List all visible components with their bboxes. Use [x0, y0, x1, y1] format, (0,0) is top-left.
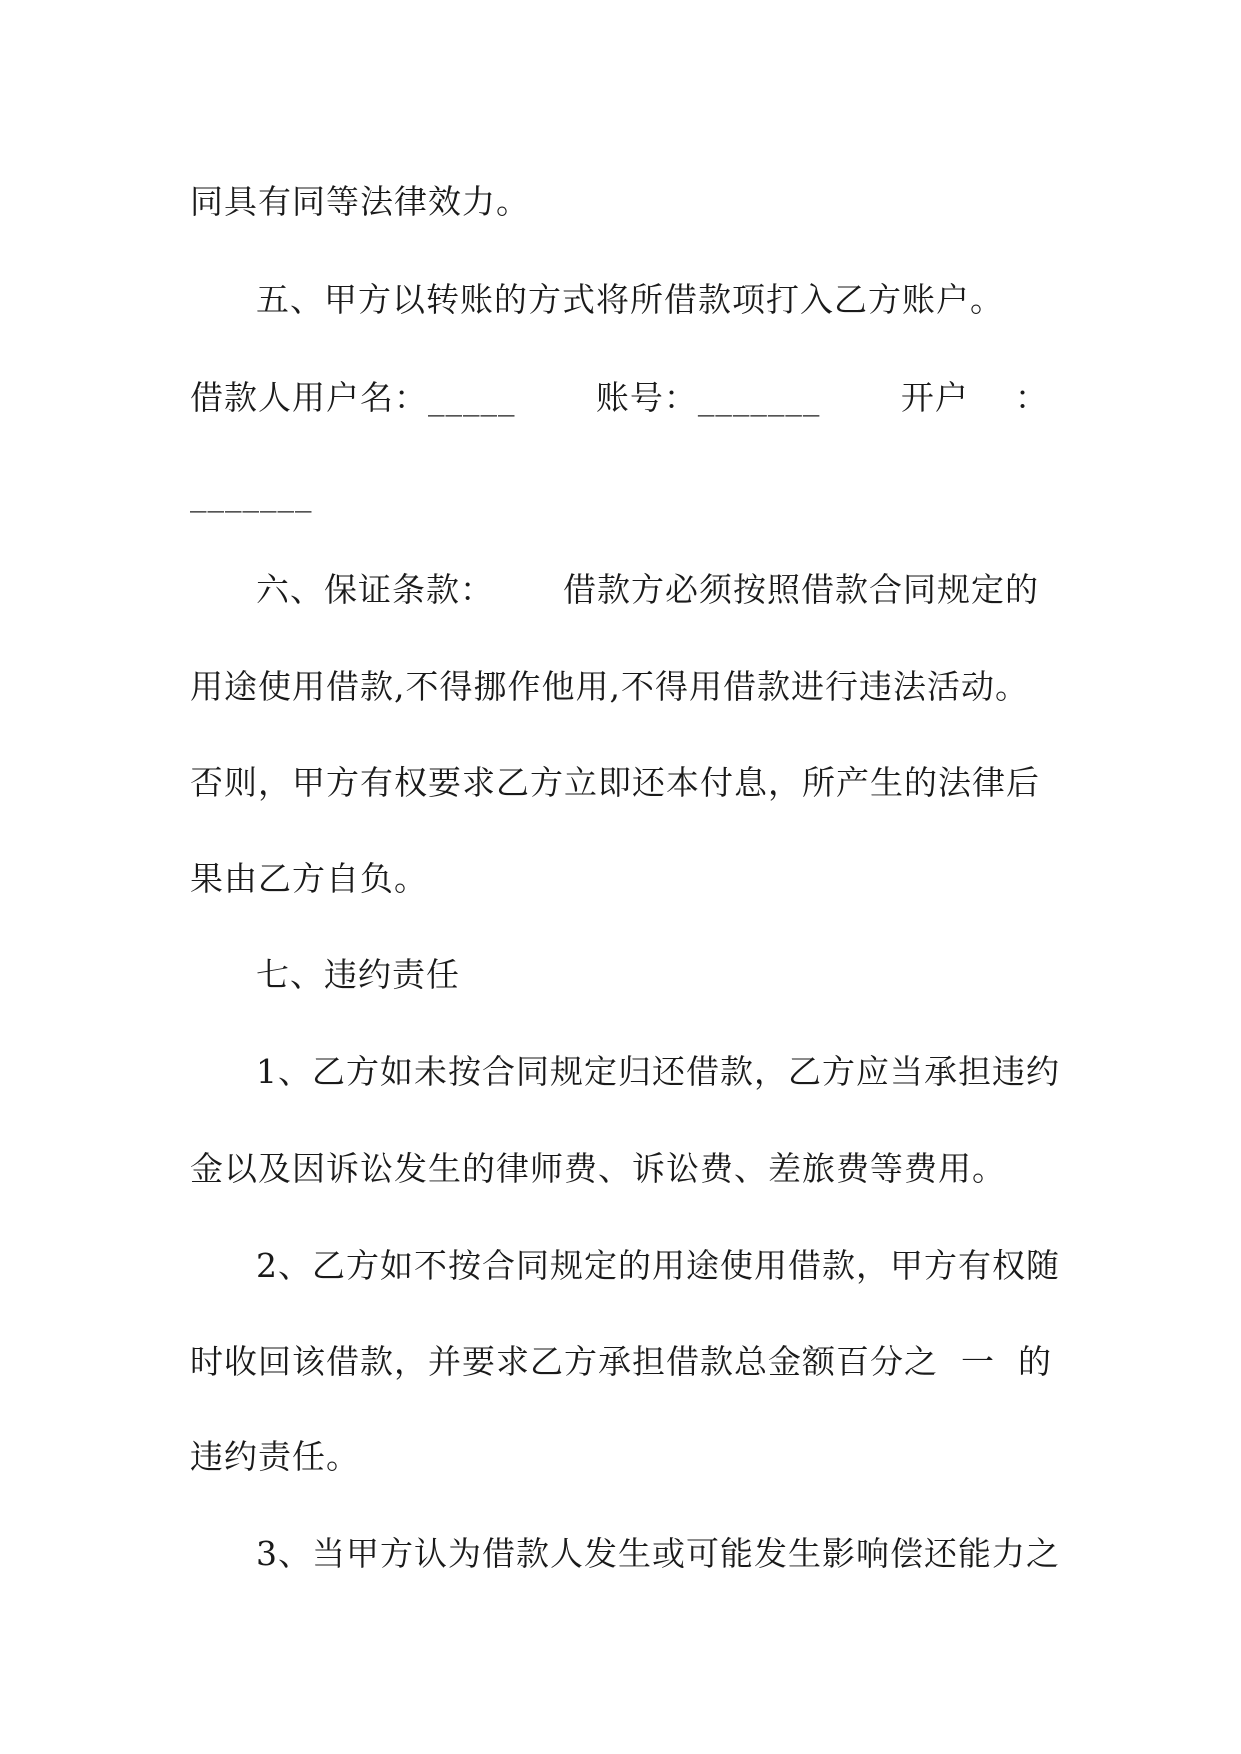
account-info-line: 借款人用户名：_____ 账号：_______ 开户 ：: [190, 378, 1049, 417]
clause-6-heading: 六、保证条款： 借款方必须按照借款合同规定的: [256, 570, 1039, 609]
text-line: 金以及因诉讼发生的律师费、诉讼费、差旅费等费用。: [190, 1149, 1006, 1188]
text-line: 否则，甲方有权要求乙方立即还本付息，所产生的法律后: [190, 763, 1040, 802]
item-2-line: 2、乙方如不按合同规定的用途使用借款，甲方有权随: [256, 1246, 1060, 1285]
clause-7-heading: 七、违约责任: [256, 955, 460, 994]
item-3-line: 3、当甲方认为借款人发生或可能发生影响偿还能力之: [256, 1534, 1060, 1573]
account-blank-line: _______: [190, 474, 313, 513]
text-line: 用途使用借款,不得挪作他用,不得用借款进行违法活动。: [190, 667, 1029, 706]
text-line: 果由乙方自负。: [190, 859, 428, 898]
clause-5-heading: 五、甲方以转账的方式将所借款项打入乙方账户。: [256, 280, 1004, 319]
item-1-line: 1、乙方如未按合同规定归还借款，乙方应当承担违约: [256, 1052, 1060, 1091]
text-line: 同具有同等法律效力。: [190, 182, 530, 221]
text-line: 违约责任。: [190, 1437, 360, 1476]
text-line: 时收回该借款，并要求乙方承担借款总金额百分之 一 的: [190, 1342, 1052, 1381]
